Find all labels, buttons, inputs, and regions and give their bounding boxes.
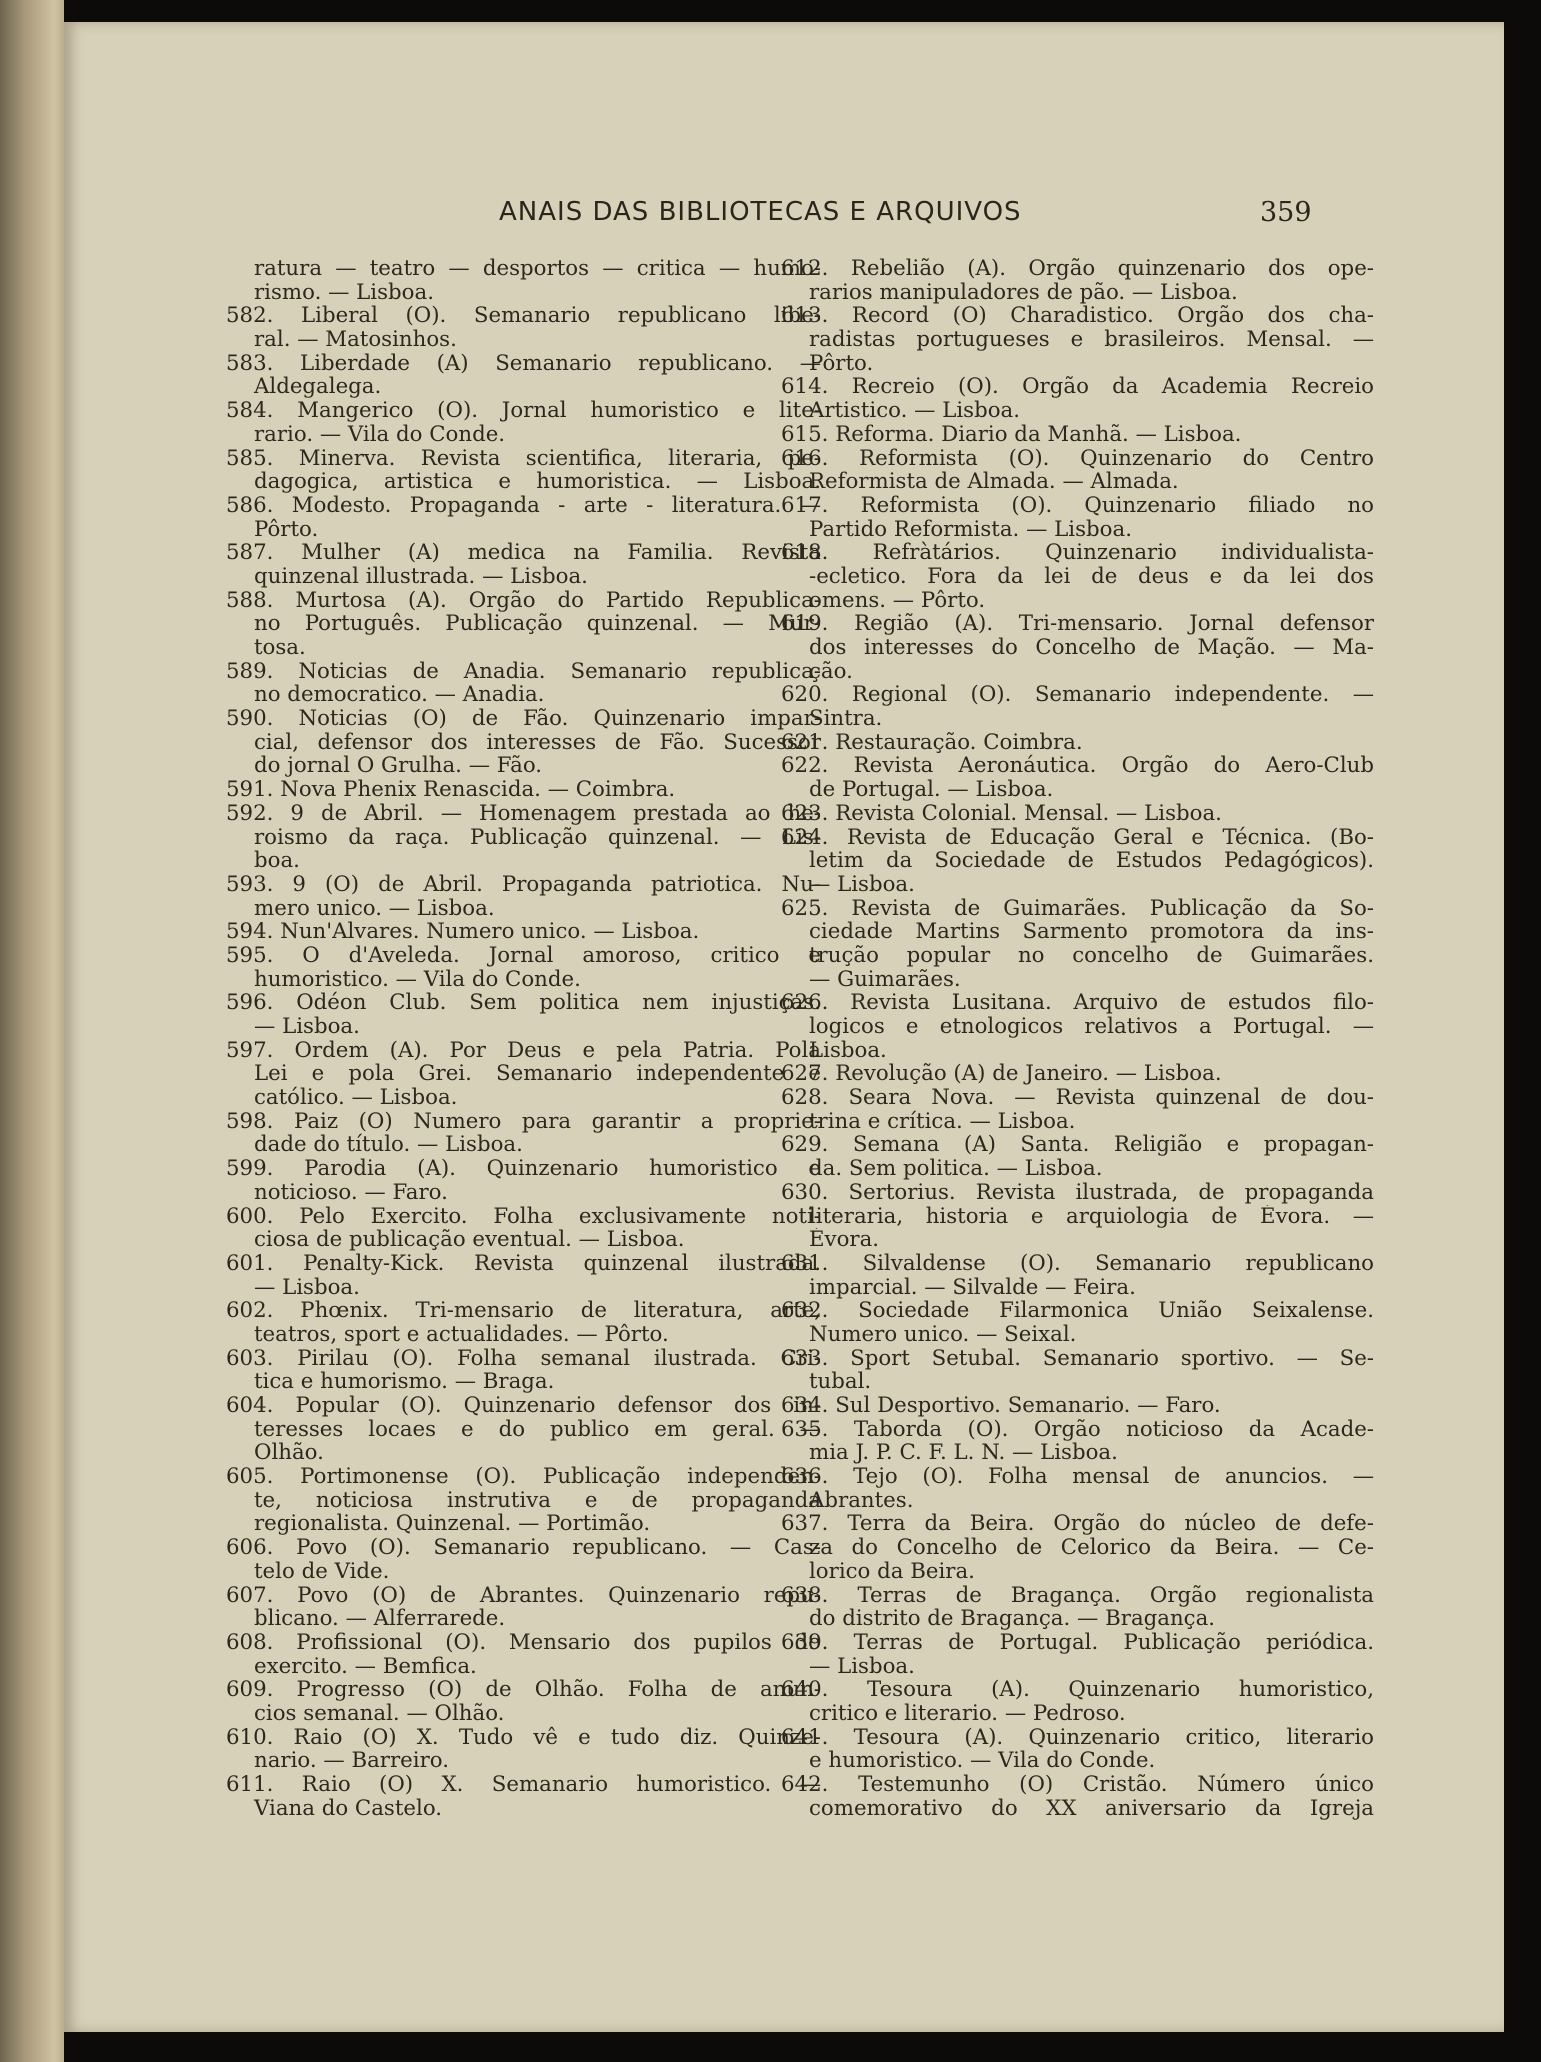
catalog-line: 610. Raio (O) X. Tudo vê e tudo diz. Quinze- xyxy=(226,1725,821,1750)
catalog-line: teatros, sport e actualidades. — Pôrto. xyxy=(254,1322,669,1347)
catalog-line: ciosa de publicação eventual. — Lisboa. xyxy=(254,1228,685,1252)
catalog-line: Sintra. xyxy=(809,707,883,731)
catalog-line: tosa. xyxy=(254,636,306,660)
catalog-line: no Português. Publicação quinzenal. — Mur- xyxy=(254,612,821,636)
catalog-line: 603. Pirilau (O). Folha semanal ilustrada. Cri- xyxy=(226,1346,821,1371)
catalog-line: Partido Reformista. — Lisboa. xyxy=(809,517,1132,542)
catalog-line: literaria, historia e arquiologia de Évora. — xyxy=(809,1204,1374,1229)
catalog-line: 621. Restauração. Coimbra. xyxy=(781,730,1083,755)
catalog-line: teresses locaes e do publico em geral. — xyxy=(254,1417,821,1442)
catalog-line: logicos e etnologicos relativos a Portugal. — xyxy=(809,1015,1374,1039)
catalog-line: 611. Raio (O) X. Semanario humoristico. — xyxy=(226,1773,821,1797)
catalog-line: tica e humorismo. — Braga. xyxy=(254,1370,555,1394)
catalog-line: 589. Noticias de Anadia. Semanario republica- xyxy=(226,659,821,684)
catalog-line: rarios manipuladores de pão. — Lisboa. xyxy=(809,280,1238,305)
catalog-line: za do Concelho de Celorico da Beira. — Ce- xyxy=(809,1536,1374,1560)
catalog-line: 609. Progresso (O) de Olhão. Folha de anun- xyxy=(226,1678,821,1702)
catalog-line: omens. — Pôrto. xyxy=(809,588,986,613)
catalog-line: 639. Terras de Portugal. Publicação periódica. xyxy=(781,1630,1374,1655)
catalog-line: 617. Reformista (O). Quinzenario filiado no xyxy=(781,493,1374,518)
catalog-line: 637. Terra da Beira. Orgão do núcleo de defe- xyxy=(781,1512,1374,1537)
catalog-line: te, noticiosa instrutiva e de propaganda xyxy=(254,1488,821,1513)
catalog-line: cial, defensor dos interesses de Fão. Sucessor xyxy=(254,730,821,755)
catalog-line: 598. Paiz (O) Numero para garantir a proprie- xyxy=(226,1109,821,1134)
catalog-line: 640. Tesoura (A). Quinzenario humoristico, xyxy=(781,1678,1374,1702)
catalog-line: no democratico. — Anadia. xyxy=(254,683,545,708)
catalog-line: 606. Povo (O). Semanario republicano. — Cas- xyxy=(226,1536,821,1560)
catalog-line: dade do título. — Lisboa. xyxy=(254,1133,523,1158)
catalog-line: -ecletico. Fora da lei de deus e da lei dos xyxy=(809,564,1374,589)
catalog-line: 615. Reforma. Diario da Manhã. — Lisboa. xyxy=(781,422,1242,447)
catalog-line: mia J. P. C. F. L. N. — Lisboa. xyxy=(809,1441,1118,1466)
catalog-line: 585. Minerva. Revista scientifica, literaria, pe- xyxy=(226,446,821,471)
catalog-line: 636. Tejo (O). Folha mensal de anuncios. — xyxy=(781,1465,1374,1489)
catalog-line: da. Sem politica. — Lisboa. xyxy=(809,1157,1103,1181)
document-page xyxy=(64,22,1504,2032)
catalog-line: imparcial. — Silvalde — Feira. xyxy=(809,1275,1136,1300)
catalog-line: letim da Sociedade de Estudos Pedagógicos). xyxy=(809,849,1374,873)
catalog-line: ciedade Martins Sarmento promotora da ins- xyxy=(809,920,1374,944)
catalog-line: rismo. — Lisboa. xyxy=(254,280,434,305)
running-title: ANAIS DAS BIBLIOTECAS E ARQUIVOS xyxy=(499,197,1022,227)
catalog-line: 627. Revolução (A) de Janeiro. — Lisboa. xyxy=(781,1062,1222,1087)
catalog-line: Viana do Castelo. xyxy=(254,1796,443,1821)
catalog-line: trina e crítica. — Lisboa. xyxy=(809,1109,1076,1134)
catalog-line: 607. Povo (O) de Abrantes. Quinzenario repu- xyxy=(226,1583,821,1608)
catalog-line: Lisboa. xyxy=(809,1038,887,1063)
catalog-line: 622. Revista Aeronáutica. Orgão do Aero-Club xyxy=(781,754,1374,779)
catalog-line: 601. Penalty-Kick. Revista quinzenal ilustrada. xyxy=(226,1251,821,1276)
catalog-line: 613. Record (O) Charadistico. Orgão dos cha- xyxy=(781,304,1374,329)
catalog-line: roismo da raça. Publicação quinzenal. — Lis- xyxy=(254,825,821,850)
catalog-line: 582. Liberal (O). Semanario republicano libe- xyxy=(226,304,821,329)
catalog-line: 625. Revista de Guimarães. Publicação da So- xyxy=(781,896,1374,921)
catalog-line: de Portugal. — Lisboa. xyxy=(809,778,1054,802)
catalog-line: 638. Terras de Bragança. Orgão regionalista xyxy=(781,1583,1374,1608)
catalog-line: Évora. xyxy=(809,1228,880,1252)
catalog-line: ratura — teatro — desportos — critica — humo- xyxy=(254,257,821,281)
catalog-line: tubal. xyxy=(809,1370,872,1394)
catalog-line: dagogica, artistica e humoristica. — Lisboa. xyxy=(254,470,821,494)
catalog-line: 600. Pelo Exercito. Folha exclusivamente noti- xyxy=(226,1204,821,1229)
catalog-line: cios semanal. — Olhão. xyxy=(254,1701,505,1726)
catalog-line: critico e literario. — Pedroso. xyxy=(809,1701,1126,1726)
catalog-line: trução popular no concelho de Guimarães. xyxy=(809,943,1374,968)
catalog-line: blicano. — Alferrarede. xyxy=(254,1607,506,1631)
catalog-line: 612. Rebelião (A). Orgão quinzenario dos ope- xyxy=(781,257,1374,281)
catalog-line: — Lisboa. xyxy=(254,1015,360,1039)
catalog-line: — Lisboa. xyxy=(809,872,915,897)
catalog-line: boa. xyxy=(254,849,300,873)
catalog-line: 628. Seara Nova. — Revista quinzenal de dou- xyxy=(781,1086,1374,1110)
catalog-line: — Lisboa. xyxy=(809,1654,915,1679)
catalog-line: 586. Modesto. Propaganda - arte - literatura. — xyxy=(226,493,821,518)
catalog-line: 614. Recreio (O). Orgão da Academia Recreio xyxy=(781,375,1374,400)
catalog-line: 588. Murtosa (A). Orgão do Partido Republica- xyxy=(226,588,821,613)
catalog-line: 632. Sociedade Filarmonica União Seixalense. xyxy=(781,1299,1374,1323)
catalog-line: 619. Região (A). Tri-mensario. Jornal defensor xyxy=(781,612,1374,636)
catalog-line: 592. 9 de Abril. — Homenagem prestada ao he- xyxy=(226,801,821,826)
page-number: 359 xyxy=(1260,197,1312,228)
catalog-line: 604. Popular (O). Quinzenario defensor dos in- xyxy=(226,1394,821,1418)
catalog-line: — Guimarães. xyxy=(809,967,961,992)
catalog-line: exercito. — Bemfica. xyxy=(254,1654,477,1679)
catalog-line: 608. Profissional (O). Mensario dos pupilos do xyxy=(226,1630,821,1655)
catalog-line: Reformista de Almada. — Almada. xyxy=(809,470,1179,494)
catalog-line: 624. Revista de Educação Geral e Técnica. (Bo- xyxy=(781,825,1374,850)
catalog-line: 631. Silvaldense (O). Semanario republicano xyxy=(781,1251,1374,1276)
catalog-line: Pôrto. xyxy=(809,351,874,376)
right-column xyxy=(781,257,1374,1820)
catalog-line: Pôrto. xyxy=(254,517,319,542)
catalog-line: 630. Sertorius. Revista ilustrada, de propaganda xyxy=(781,1180,1374,1205)
catalog-line: 620. Regional (O). Semanario independente. — xyxy=(781,683,1374,708)
catalog-line: 591. Nova Phenix Renascida. — Coimbra. xyxy=(226,778,676,802)
catalog-line: rario. — Vila do Conde. xyxy=(254,422,506,447)
catalog-line: 597. Ordem (A). Por Deus e pela Patria. Pola xyxy=(226,1038,821,1063)
catalog-line: Artistico. — Lisboa. xyxy=(809,399,1021,423)
catalog-line: 641. Tesoura (A). Quinzenario critico, literario xyxy=(781,1725,1374,1750)
catalog-line: nario. — Barreiro. xyxy=(254,1749,449,1773)
catalog-line: 634. Sul Desportivo. Semanario. — Faro. xyxy=(781,1394,1221,1418)
catalog-line: 593. 9 (O) de Abril. Propaganda patriotica. Nu- xyxy=(226,872,821,897)
catalog-line: 590. Noticias (O) de Fão. Quinzenario impar- xyxy=(226,707,821,731)
catalog-line: 616. Reformista (O). Quinzenario do Centro xyxy=(781,446,1374,471)
catalog-line: 635. Taborda (O). Orgão noticioso da Acade- xyxy=(781,1417,1374,1442)
catalog-line: do jornal O Grulha. — Fão. xyxy=(254,754,543,779)
catalog-line: do distrito de Bragança. — Bragança. xyxy=(809,1607,1216,1631)
catalog-line: ção. xyxy=(809,659,853,684)
catalog-line: e humoristico. — Vila do Conde. xyxy=(809,1749,1156,1773)
catalog-line: 595. O d'Aveleda. Jornal amoroso, critico e xyxy=(226,943,821,968)
catalog-line: humoristico. — Vila do Conde. xyxy=(254,967,581,992)
catalog-line: noticioso. — Faro. xyxy=(254,1180,448,1205)
catalog-line: regionalista. Quinzenal. — Portimão. xyxy=(254,1512,651,1537)
catalog-line: 584. Mangerico (O). Jornal humoristico e lite- xyxy=(226,399,821,423)
catalog-line: radistas portugueses e brasileiros. Mensal. — xyxy=(809,328,1374,352)
catalog-line: dos interesses do Concelho de Mação. — Ma- xyxy=(809,636,1374,660)
catalog-line: 602. Phœnix. Tri-mensario de literatura, arte, xyxy=(226,1299,821,1323)
catalog-line: quinzenal illustrada. — Lisboa. xyxy=(254,564,588,589)
catalog-line: Aldegalega. xyxy=(254,375,382,400)
catalog-line: comemorativo do XX aniversario da Igreja xyxy=(809,1796,1374,1821)
catalog-line: 583. Liberdade (A) Semanario republicano. — xyxy=(226,351,821,376)
catalog-line: 629. Semana (A) Santa. Religião e propagan- xyxy=(781,1133,1374,1158)
catalog-line: ral. — Matosinhos. xyxy=(254,328,457,352)
catalog-line: 594. Nun'Alvares. Numero unico. — Lisboa. xyxy=(226,920,700,944)
book-spine-shadow xyxy=(0,0,64,2062)
catalog-line: 623. Revista Colonial. Mensal. — Lisboa. xyxy=(781,801,1222,826)
catalog-line: 599. Parodia (A). Quinzenario humoristico e xyxy=(226,1157,821,1181)
catalog-line: Lei e pola Grei. Semanario independente e xyxy=(254,1062,821,1087)
catalog-line: Olhão. xyxy=(254,1441,324,1466)
running-header xyxy=(64,197,1504,237)
catalog-line: — Lisboa. xyxy=(254,1275,360,1300)
catalog-line: católico. — Lisboa. xyxy=(254,1086,458,1110)
catalog-line: 605. Portimonense (O). Publicação independen- xyxy=(226,1465,821,1489)
catalog-line: 587. Mulher (A) medica na Familia. Revista xyxy=(226,541,821,565)
catalog-line: 596. Odéon Club. Sem politica nem injustiças. xyxy=(226,991,821,1015)
catalog-line: mero unico. — Lisboa. xyxy=(254,896,495,921)
catalog-line: 626. Revista Lusitana. Arquivo de estudos filo- xyxy=(781,991,1374,1015)
catalog-line: telo de Vide. xyxy=(254,1559,390,1584)
catalog-line: 618. Refràtários. Quinzenario individualista- xyxy=(781,541,1374,565)
catalog-line: 642. Testemunho (O) Cristão. Número único xyxy=(781,1773,1374,1797)
catalog-line: Numero unico. — Seixal. xyxy=(809,1322,1077,1347)
catalog-line: Abrantes. xyxy=(809,1488,914,1513)
catalog-line: lorico da Beira. xyxy=(809,1559,975,1584)
left-column xyxy=(226,257,821,1820)
catalog-line: 633. Sport Setubal. Semanario sportivo. — Se- xyxy=(781,1346,1374,1371)
